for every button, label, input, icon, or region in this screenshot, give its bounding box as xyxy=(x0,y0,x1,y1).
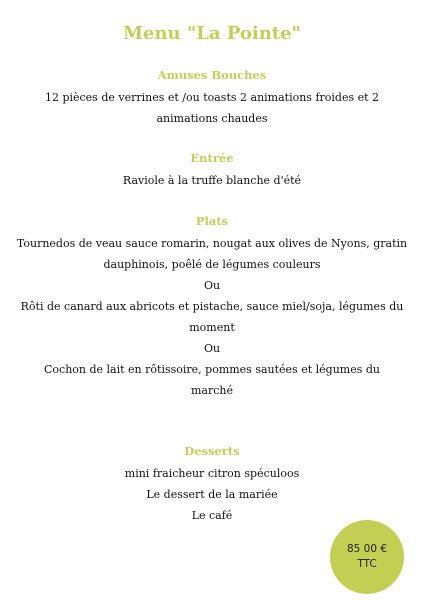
section-amuses-bouches xyxy=(0,68,424,129)
price-badge xyxy=(330,520,404,594)
menu-line-plats-1: Tournedos de veau sauce romarin, nougat aux olives de Nyons, gratin xyxy=(16,237,408,250)
menu-line-plats-4: Rôti de canard aux abricots et pistache, sauce miel/soja, légumes du moment xyxy=(20,300,404,334)
section-plats xyxy=(0,214,424,401)
price-tax-label: TTC xyxy=(357,558,377,570)
menu-line-plats-6: Cochon de lait en rôtissoire, pommes sautées et légumes du marché xyxy=(44,363,380,397)
section-heading-entree: Entrée xyxy=(190,151,234,165)
menu-line-entree-1: Raviole à la truffe blanche d'été xyxy=(122,174,302,187)
section-heading-amuses-bouches: Amuses Bouches xyxy=(157,68,267,82)
section-heading-desserts: Desserts xyxy=(184,444,240,458)
menu-line-amuses-1: 12 pièces de verrines et /ou toasts 2 animations froides et 2 animations chaudes xyxy=(44,91,380,125)
section-desserts xyxy=(0,444,424,526)
section-entree xyxy=(0,151,424,191)
menu-line-desserts-2: Le dessert de la mariée xyxy=(146,488,278,501)
menu-line-desserts-3: Le café xyxy=(191,509,233,522)
price-amount: 85 00 € xyxy=(346,543,388,555)
section-heading-plats: Plats xyxy=(195,214,229,228)
menu-line-plats-2: dauphinois, poêlé de légumes couleurs xyxy=(103,258,321,271)
menu-line-plats-5: Ou xyxy=(203,342,221,355)
menu-title: Menu "La Pointe" xyxy=(123,23,301,44)
menu-line-desserts-1: mini fraicheur citron spéculoos xyxy=(124,467,300,480)
menu-line-plats-3: Ou xyxy=(203,279,221,292)
